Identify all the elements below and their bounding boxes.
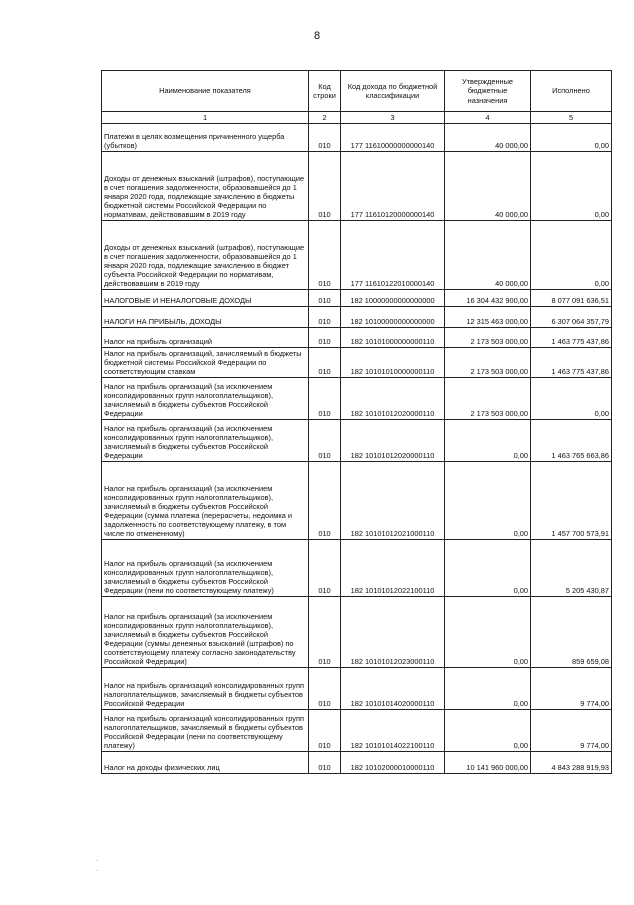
row-line-code: 010 bbox=[309, 462, 341, 540]
table-row bbox=[102, 328, 612, 348]
header-line-code: Код строки bbox=[309, 71, 341, 112]
row-income-code: 182 10101012023000110 bbox=[341, 597, 445, 668]
header-executed: Исполнено bbox=[531, 71, 612, 112]
row-executed: 5 205 430,87 bbox=[531, 540, 612, 597]
table-row bbox=[102, 462, 612, 540]
row-line-code: 010 bbox=[309, 307, 341, 328]
row-name: Налог на прибыль организаций bbox=[102, 328, 309, 348]
row-name: Налог на прибыль организаций (за исключением консолидированных групп налогоплательщиков), зачисляемый в бюджеты субъектов Российской Федерации bbox=[102, 420, 309, 462]
table-row bbox=[102, 348, 612, 378]
row-executed: 1 457 700 573,91 bbox=[531, 462, 612, 540]
row-name: НАЛОГОВЫЕ И НЕНАЛОГОВЫЕ ДОХОДЫ bbox=[102, 290, 309, 307]
row-line-code: 010 bbox=[309, 668, 341, 710]
row-income-code: 182 10101010000000110 bbox=[341, 348, 445, 378]
row-executed: 4 843 288 919,93 bbox=[531, 752, 612, 774]
column-number: 1 bbox=[102, 112, 309, 124]
table-row bbox=[102, 124, 612, 152]
row-executed: 0,00 bbox=[531, 124, 612, 152]
row-executed: 1 463 775 437,86 bbox=[531, 328, 612, 348]
row-line-code: 010 bbox=[309, 124, 341, 152]
row-name: Доходы от денежных взысканий (штрафов), поступающие в счет погашения задолженности, образовавшейся до 1 января 2020 года, подлежащие зачислению в бюджеты бюджетной системы Российской Федерации по нормативам, действовавшим в 2019 году bbox=[102, 152, 309, 221]
header-approved: Утвержденные бюджетные назначения bbox=[445, 71, 531, 112]
row-approved: 0,00 bbox=[445, 710, 531, 752]
row-income-code: 182 10101012020000110 bbox=[341, 420, 445, 462]
table-row bbox=[102, 540, 612, 597]
row-line-code: 010 bbox=[309, 597, 341, 668]
row-executed: 1 463 765 663,86 bbox=[531, 420, 612, 462]
row-line-code: 010 bbox=[309, 152, 341, 221]
row-executed: 1 463 775 437,86 bbox=[531, 348, 612, 378]
row-executed: 9 774,00 bbox=[531, 668, 612, 710]
row-approved: 40 000,00 bbox=[445, 221, 531, 290]
row-income-code: 182 10101014020000110 bbox=[341, 668, 445, 710]
table-row bbox=[102, 752, 612, 774]
table-header-row bbox=[102, 71, 612, 112]
table-row bbox=[102, 307, 612, 328]
row-line-code: 010 bbox=[309, 378, 341, 420]
row-line-code: 010 bbox=[309, 290, 341, 307]
row-name: НАЛОГИ НА ПРИБЫЛЬ, ДОХОДЫ bbox=[102, 307, 309, 328]
table-row bbox=[102, 378, 612, 420]
row-approved: 16 304 432 900,00 bbox=[445, 290, 531, 307]
row-income-code: 177 11610120000000140 bbox=[341, 152, 445, 221]
header-name: Наименование показателя bbox=[102, 71, 309, 112]
row-approved: 0,00 bbox=[445, 462, 531, 540]
row-line-code: 010 bbox=[309, 328, 341, 348]
row-income-code: 182 10102000010000110 bbox=[341, 752, 445, 774]
row-name: Налог на доходы физических лиц bbox=[102, 752, 309, 774]
row-line-code: 010 bbox=[309, 540, 341, 597]
row-approved: 40 000,00 bbox=[445, 152, 531, 221]
column-number: 4 bbox=[445, 112, 531, 124]
scan-mark: · bbox=[96, 868, 98, 874]
row-line-code: 010 bbox=[309, 348, 341, 378]
row-name: Доходы от денежных взысканий (штрафов), поступающие в счет погашения задолженности, образовавшейся до 1 января 2020 года, подлежащие зачислению в бюджет субъекта Российской Федерации по нормативам, действовавшим в 2019 году bbox=[102, 221, 309, 290]
table-row bbox=[102, 290, 612, 307]
row-approved: 2 173 503 000,00 bbox=[445, 378, 531, 420]
table-row bbox=[102, 597, 612, 668]
table-row bbox=[102, 420, 612, 462]
row-income-code: 177 11610122010000140 bbox=[341, 221, 445, 290]
row-income-code: 182 10101012021000110 bbox=[341, 462, 445, 540]
row-approved: 2 173 503 000,00 bbox=[445, 348, 531, 378]
budget-execution-table bbox=[101, 70, 612, 774]
column-number: 2 bbox=[309, 112, 341, 124]
row-name: Налог на прибыль организаций (за исключением консолидированных групп налогоплательщиков), зачисляемый в бюджеты субъектов Российской Федерации bbox=[102, 378, 309, 420]
row-name: Налог на прибыль организаций консолидированных групп налогоплательщиков, зачисляемый в бюджеты субъектов Российской Федерации bbox=[102, 668, 309, 710]
column-number: 3 bbox=[341, 112, 445, 124]
row-approved: 10 141 960 000,00 bbox=[445, 752, 531, 774]
row-income-code: 177 11610000000000140 bbox=[341, 124, 445, 152]
column-number: 5 bbox=[531, 112, 612, 124]
row-line-code: 010 bbox=[309, 221, 341, 290]
row-executed: 0,00 bbox=[531, 221, 612, 290]
column-number-row bbox=[102, 112, 612, 124]
row-approved: 0,00 bbox=[445, 540, 531, 597]
page-number: 8 bbox=[313, 30, 321, 42]
row-income-code: 182 10101000000000110 bbox=[341, 328, 445, 348]
header-income-code: Код дохода по бюджетной классификации bbox=[341, 71, 445, 112]
row-executed: 859 659,08 bbox=[531, 597, 612, 668]
row-approved: 0,00 bbox=[445, 420, 531, 462]
row-approved: 40 000,00 bbox=[445, 124, 531, 152]
row-executed: 0,00 bbox=[531, 378, 612, 420]
row-line-code: 010 bbox=[309, 420, 341, 462]
row-executed: 8 077 091 636,51 bbox=[531, 290, 612, 307]
row-approved: 12 315 463 000,00 bbox=[445, 307, 531, 328]
row-executed: 9 774,00 bbox=[531, 710, 612, 752]
table-row bbox=[102, 710, 612, 752]
scan-mark: · bbox=[96, 858, 98, 864]
row-name: Платежи в целях возмещения причиненного ущерба (убытков) bbox=[102, 124, 309, 152]
row-name: Налог на прибыль организаций (за исключением консолидированных групп налогоплательщиков), зачисляемый в бюджеты субъектов Российской Федерации (суммы денежных взысканий (штрафов) по соответствующему платежу согласно законодательству Российской Федерации) bbox=[102, 597, 309, 668]
row-income-code: 182 10101012022100110 bbox=[341, 540, 445, 597]
row-approved: 0,00 bbox=[445, 597, 531, 668]
table-row bbox=[102, 221, 612, 290]
row-executed: 6 307 064 357,79 bbox=[531, 307, 612, 328]
row-name: Налог на прибыль организаций консолидированных групп налогоплательщиков, зачисляемый в бюджеты субъектов Российской Федерации (пени по соответствующему платежу) bbox=[102, 710, 309, 752]
row-income-code: 182 10000000000000000 bbox=[341, 290, 445, 307]
row-income-code: 182 10101012020000110 bbox=[341, 378, 445, 420]
row-income-code: 182 10101014022100110 bbox=[341, 710, 445, 752]
row-line-code: 010 bbox=[309, 752, 341, 774]
row-income-code: 182 10100000000000000 bbox=[341, 307, 445, 328]
row-approved: 0,00 bbox=[445, 668, 531, 710]
row-name: Налог на прибыль организаций (за исключением консолидированных групп налогоплательщиков), зачисляемый в бюджеты субъектов Российской Федерации (сумма платежа (перерасчеты, недоимка и задолженность по соответствующему платежу, в том числе по отмененному) bbox=[102, 462, 309, 540]
table-row bbox=[102, 152, 612, 221]
row-approved: 2 173 503 000,00 bbox=[445, 328, 531, 348]
row-line-code: 010 bbox=[309, 710, 341, 752]
row-name: Налог на прибыль организаций, зачисляемый в бюджеты бюджетной системы Российской Федерации по соответствующим ставкам bbox=[102, 348, 309, 378]
row-name: Налог на прибыль организаций (за исключением консолидированных групп налогоплательщиков), зачисляемый в бюджеты субъектов Российской Федерации (пени по соответствующему платежу) bbox=[102, 540, 309, 597]
row-executed: 0,00 bbox=[531, 152, 612, 221]
table-row bbox=[102, 668, 612, 710]
